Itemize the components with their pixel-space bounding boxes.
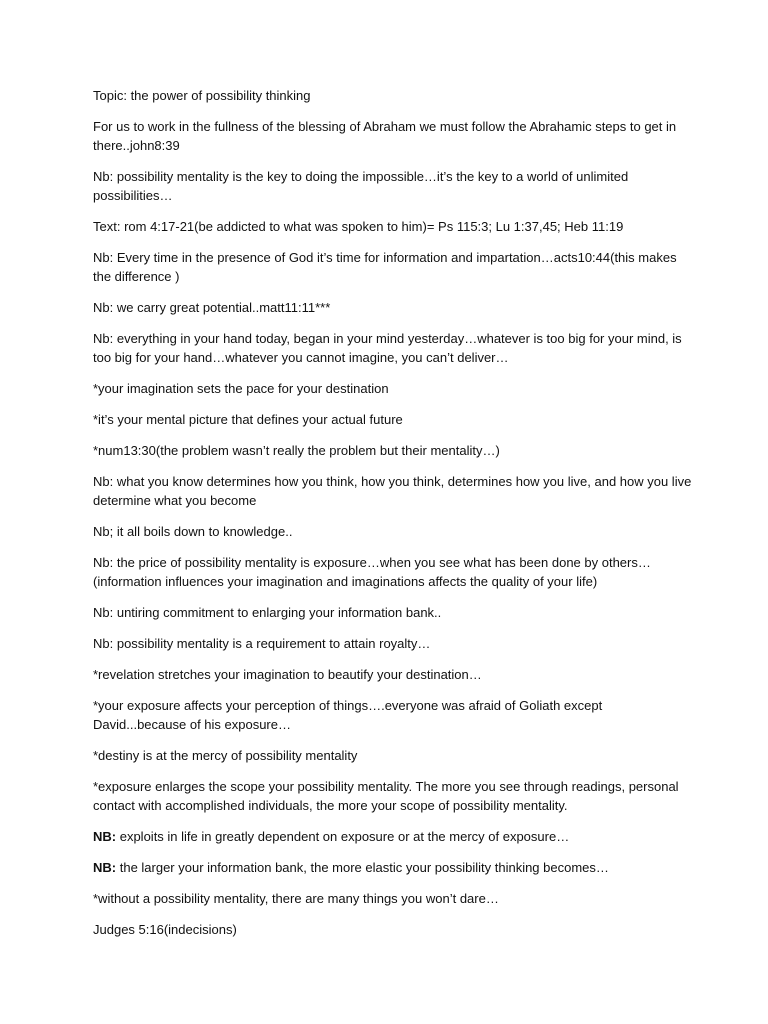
topic-line: Topic: the power of possibility thinking bbox=[93, 88, 311, 103]
paragraph: Judges 5:16(indecisions) bbox=[93, 922, 237, 937]
nb-prefix: NB: bbox=[93, 829, 117, 844]
nb-paragraph bbox=[93, 827, 693, 846]
paragraph: Nb: the price of possibility mentality is exposure…when you see what has been done by others…(information influences your imagination and imaginations affects the quality of your life) bbox=[93, 555, 651, 589]
paragraph: Nb: what you know determines how you think, how you think, determines how you live, and how you live determine what you become bbox=[93, 474, 692, 508]
paragraph: Nb: everything in your hand today, began in your mind yesterday…whatever is too big for your mind, is too big for your hand…whatever you cannot imagine, you can’t deliver… bbox=[93, 331, 682, 365]
paragraph: Nb: untiring commitment to enlarging your information bank.. bbox=[93, 605, 442, 620]
paragraph: *revelation stretches your imagination to beautify your destination… bbox=[93, 667, 482, 682]
nb-text: the larger your information bank, the more elastic your possibility thinking becomes… bbox=[116, 860, 609, 875]
paragraph: For us to work in the fullness of the blessing of Abraham we must follow the Abrahamic steps to get in there..john8:39 bbox=[93, 119, 677, 153]
paragraph: Nb; it all boils down to knowledge.. bbox=[93, 524, 293, 539]
paragraph: *without a possibility mentality, there are many things you won’t dare… bbox=[93, 891, 499, 906]
nb-prefix: NB: bbox=[93, 860, 117, 875]
paragraph: Nb: Every time in the presence of God it’s time for information and impartation…acts10:44(this makes the difference ) bbox=[93, 250, 677, 284]
paragraph: *your imagination sets the pace for your destination bbox=[93, 381, 389, 396]
paragraph: *exposure enlarges the scope your possibility mentality. The more you see through readings, personal contact with accomplished individuals, the more your scope of possibility mentality. bbox=[93, 779, 679, 813]
paragraph: Nb: possibility mentality is the key to doing the impossible…it’s the key to a world of unlimited possibilities… bbox=[93, 169, 629, 203]
paragraph: Text: rom 4:17-21(be addicted to what was spoken to him)= Ps 115:3; Lu 1:37,45; Heb 11:19 bbox=[93, 219, 624, 234]
nb-text: exploits in life in greatly dependent on exposure or at the mercy of exposure… bbox=[116, 829, 570, 844]
paragraph: *destiny is at the mercy of possibility mentality bbox=[93, 748, 358, 763]
paragraph: Nb: possibility mentality is a requirement to attain royalty… bbox=[93, 636, 431, 651]
paragraph: *num13:30(the problem wasn’t really the problem but their mentality…) bbox=[93, 443, 500, 458]
paragraph: *it’s your mental picture that defines your actual future bbox=[93, 412, 403, 427]
document-page bbox=[93, 86, 693, 951]
paragraph: *your exposure affects your perception of things….everyone was afraid of Goliath except David...because of his exposure… bbox=[93, 698, 603, 732]
paragraph: Nb: we carry great potential..matt11:11*** bbox=[93, 300, 331, 315]
nb-paragraph bbox=[93, 858, 693, 877]
